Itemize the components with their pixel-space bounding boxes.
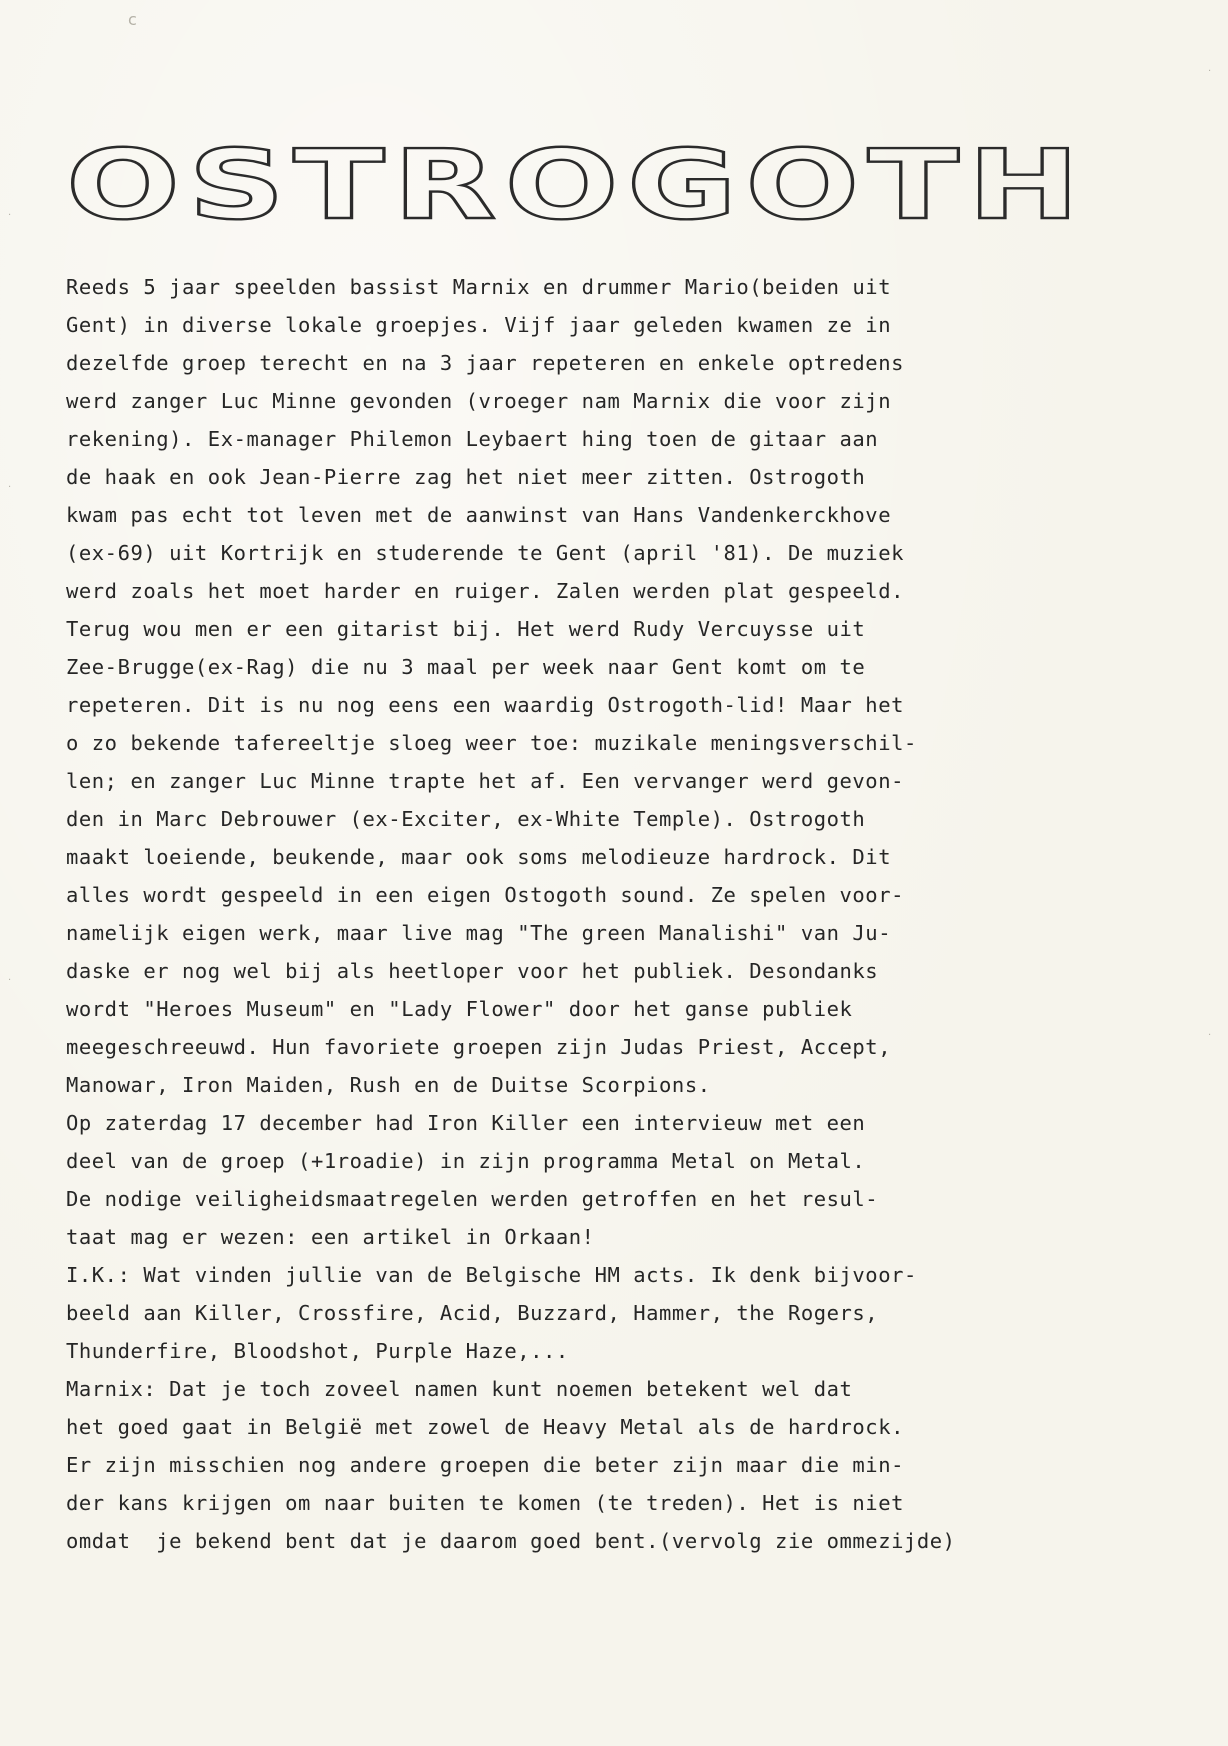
- title-text: OSTROGOTH: [66, 130, 1088, 235]
- article-body: [66, 268, 1176, 1560]
- text-line: dezelfde groep terecht en na 3 jaar repeteren en enkele optredens: [66, 351, 904, 375]
- text-line: alles wordt gespeeld in een eigen Ostogoth sound. Ze spelen voor-: [66, 883, 904, 907]
- margin-tick: ·: [8, 482, 12, 493]
- text-line: Zee-Brugge(ex-Rag) die nu 3 maal per week naar Gent komt om te: [66, 655, 866, 679]
- text-line: Thunderfire, Bloodshot, Purple Haze,...: [66, 1339, 569, 1363]
- text-line: deel van de groep (+1roadie) in zijn programma Metal on Metal.: [66, 1149, 866, 1173]
- text-line: omdat je bekend bent dat je daarom goed bent.(vervolg zie ommezijde): [66, 1529, 956, 1553]
- outlined-title-lettering: [66, 130, 1092, 235]
- text-line: der kans krijgen om naar buiten te komen (te treden). Het is niet: [66, 1491, 904, 1515]
- text-line: De nodige veiligheidsmaatregelen werden getroffen en het resul-: [66, 1187, 879, 1211]
- text-line: (ex-69) uit Kortrijk en studerende te Gent (april '81). De muziek: [66, 541, 904, 565]
- text-line: rekening). Ex-manager Philemon Leybaert hing toen de gitaar aan: [66, 427, 879, 451]
- text-line: Op zaterdag 17 december had Iron Killer een intervieuw met een: [66, 1111, 866, 1135]
- text-line: Marnix: Dat je toch zoveel namen kunt noemen betekent wel dat: [66, 1377, 853, 1401]
- page-title: [66, 130, 1092, 235]
- text-line: werd zanger Luc Minne gevonden (vroeger nam Marnix die voor zijn: [66, 389, 892, 413]
- text-line: namelijk eigen werk, maar live mag "The green Manalishi" van Ju-: [66, 921, 892, 945]
- margin-tick: ·: [8, 210, 12, 221]
- text-line: Reeds 5 jaar speelden bassist Marnix en drummer Mario(beiden uit: [66, 275, 892, 299]
- text-line: de haak en ook Jean-Pierre zag het niet meer zitten. Ostrogoth: [66, 465, 866, 489]
- text-line: wordt "Heroes Museum" en "Lady Flower" door het ganse publiek: [66, 997, 853, 1021]
- paper-speck: c: [128, 10, 137, 29]
- text-line: Terug wou men er een gitarist bij. Het werd Rudy Vercuysse uit: [66, 617, 866, 641]
- text-line: Er zijn misschien nog andere groepen die beter zijn maar die min-: [66, 1453, 904, 1477]
- margin-tick: ·: [1208, 66, 1212, 77]
- margin-tick: ·: [8, 975, 12, 986]
- margin-tick: ·: [1208, 1030, 1212, 1041]
- text-line: Manowar, Iron Maiden, Rush en de Duitse Scorpions.: [66, 1073, 711, 1097]
- text-line: werd zoals het moet harder en ruiger. Zalen werden plat gespeeld.: [66, 579, 904, 603]
- text-line: beeld aan Killer, Crossfire, Acid, Buzzard, Hammer, the Rogers,: [66, 1301, 879, 1325]
- text-line: I.K.: Wat vinden jullie van de Belgische HM acts. Ik denk bijvoor-: [66, 1263, 917, 1287]
- text-line: len; en zanger Luc Minne trapte het af. Een vervanger werd gevon-: [66, 769, 904, 793]
- text-line: meegeschreeuwd. Hun favoriete groepen zijn Judas Priest, Accept,: [66, 1035, 892, 1059]
- text-line: Gent) in diverse lokale groepjes. Vijf jaar geleden kwamen ze in: [66, 313, 892, 337]
- text-line: daske er nog wel bij als heetloper voor het publiek. Desondanks: [66, 959, 879, 983]
- text-line: den in Marc Debrouwer (ex-Exciter, ex-White Temple). Ostrogoth: [66, 807, 866, 831]
- text-line: het goed gaat in België met zowel de Heavy Metal als de hardrock.: [66, 1415, 904, 1439]
- text-line: taat mag er wezen: een artikel in Orkaan!: [66, 1225, 595, 1249]
- text-line: maakt loeiende, beukende, maar ook soms melodieuze hardrock. Dit: [66, 845, 892, 869]
- text-line: o zo bekende tafereeltje sloeg weer toe: muzikale meningsverschil-: [66, 731, 917, 755]
- text-line: kwam pas echt tot leven met de aanwinst van Hans Vandenkerckhove: [66, 503, 892, 527]
- text-line: repeteren. Dit is nu nog eens een waardig Ostrogoth-lid! Maar het: [66, 693, 904, 717]
